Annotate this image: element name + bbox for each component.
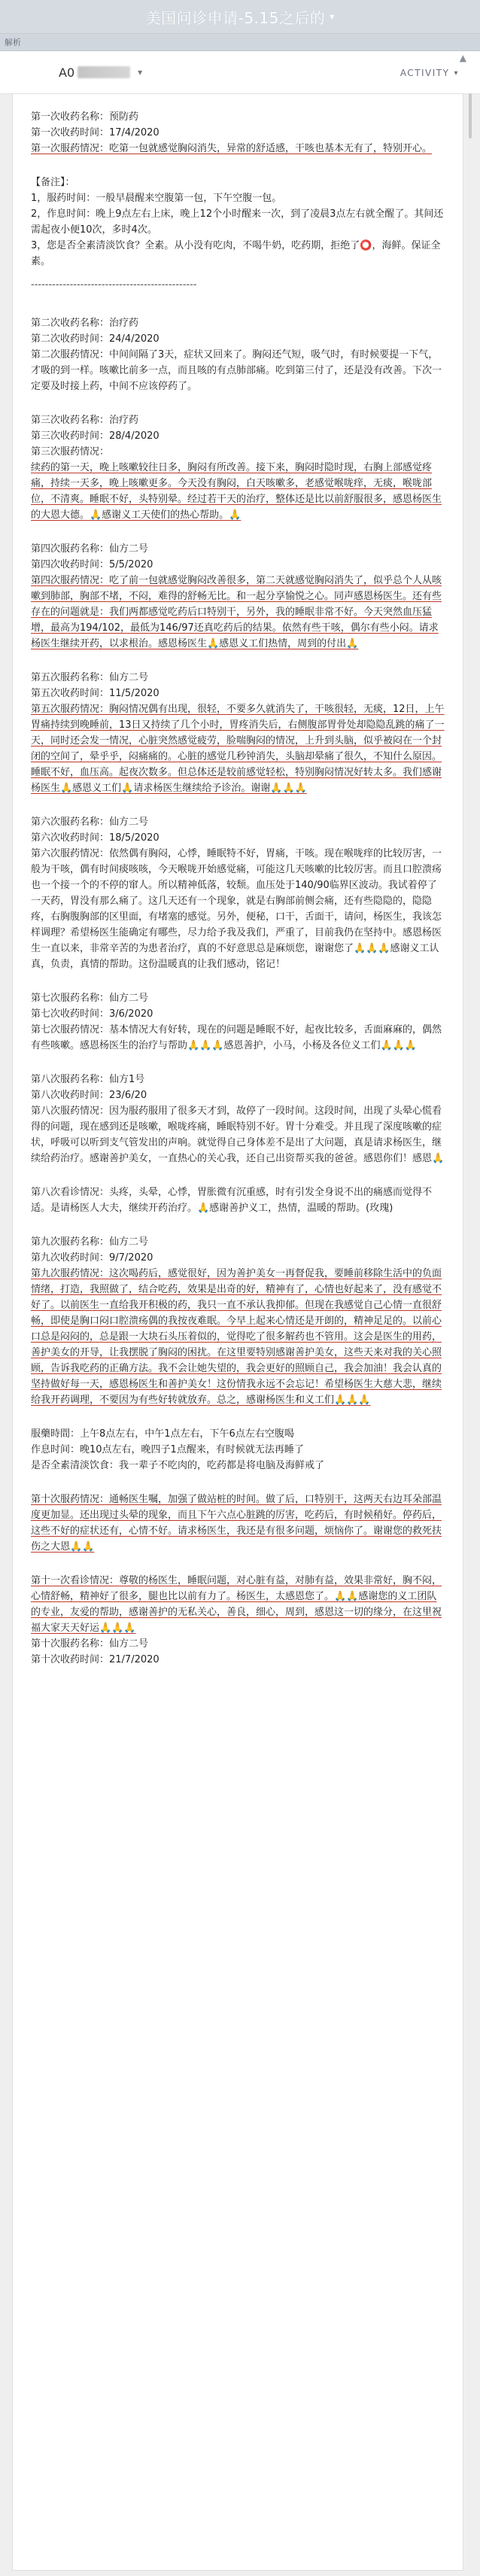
record-line: 第九次收药时间：9/7/2020 [31,1252,153,1264]
remarks-block [31,175,446,293]
record-line: 作息时间：晚10点左右，晚四子1点醒来，有时候就无法再睡了 [31,1444,304,1455]
scrollbar-thumb[interactable] [469,93,472,138]
remark-line: 3，您是否全素清淡饮食？全素。从小没有吃肉，不喝牛奶，吃药期，拒绝了⭕，海鲜。保证全素。 [31,240,441,267]
record-line: 第九次服药情况：这次喝药后，感觉很好，因为善护美女一再督促我，要睡前移除生活中的负面情绪，打造，我照做了，结合吃药，效果是出奇的好，精神有了，心情也好起来了，没有感觉不好了。以前医生一直给我开积极的药，我只一直不承认我抑郁。但现在我感觉自己心情一直很舒畅，即使是胸口闷口腔溃疡偶的我按夜难眠。今早上起来心情还是开朗的，精神足足的。以前心口总是闷闷的，总是跟一大块石头压着似的，觉得吃了很多解药也不管用。这会是医生的用药，善护美女的开导，让我摆脱了胸闷的困扰。在这里要特别感谢善护美女，这些天来对我的关心照顾，告诉我吃药的正确方法。我不会让她失望的，我会更好的照顾自己，我会加油！我会认真的坚持做好每一天，感恩杨医生和善护美女！这份情我永远不会忘记！希望杨医生大慈大悲，继续给我开药调理，不要因为有些好转就放弃。总之，感谢杨医生和义工们🙏🙏🙏 [31,1268,442,1406]
document-body [12,93,463,2571]
record-line: 第二次收药名称：治疗药 [31,318,139,329]
vertical-scrollbar[interactable] [466,93,474,2571]
divider-line: ----------------------------------------------- [31,279,197,290]
record-line: 第三次收药名称：治疗药 [31,415,139,426]
redacted-ticket-id [77,66,130,78]
record-line: 第五次收药时间：11/5/2020 [31,688,159,699]
record-line: 第十一次看诊情况：尊敬的杨医生，睡眠问题，对心脏有益，对肺有益，效果非常好，胸不闷，心情舒畅，精神好了很多，腿也比以前有力了。杨医生，太感恩您了。🙏🙏感谢您的义工团队的专业，友爱的帮助，感谢善护的无私关心，善良，细心，周到，感恩这一切的缘分，在这里祝福大家天天好运🙏🙏🙏 [31,1575,442,1634]
activity-label: ACTIVITY [399,68,450,78]
title-dropdown-icon[interactable]: ▾ [330,11,335,22]
record-line: 第五次服药名称：仙方二号 [31,672,149,683]
record-eighth-review [31,1185,446,1216]
record-fifth [31,670,446,796]
record-tenth [31,1492,446,1555]
record-line: 是否全素清淡饮食：我一辈子不吃肉的，吃药都是将电脑及海鲜戒了 [31,1460,325,1471]
tab-strip [0,34,480,51]
record-line: 第八次收药时间：23/6/20 [31,1090,147,1101]
record-line: 第四次服药名称：仙方二号 [31,543,149,555]
record-line: 第四次收药时间：5/5/2020 [31,559,153,570]
record-line: 第三次收药时间：28/4/2020 [31,430,159,442]
record-second [31,315,446,394]
window-title: 美国问诊申请-5.15之后的 [145,8,326,27]
remark-line: 1，服药时间：一般早晨醒来空腹第一包，下午空腹一包。 [31,193,282,204]
record-line: 第一次收药时间：17/4/2020 [31,127,159,138]
record-line: 第三次服药情况： [31,446,110,458]
record-line: 第八次服药名称：仙方1号 [31,1074,145,1085]
record-first [31,109,446,157]
record-line: 第二次收药时间：24/4/2020 [31,333,159,345]
record-line: 第十次服药情况：通畅医生嘱，加强了做站桩的时间。做了后，口特别干，这两天右边耳朵部温度更加显。还出现过头晕的现象，而且下午六点心脏跳的厉害，吃药后，有时候稍好。停药后，这些不好的症状还有，心情不好。请求杨医生，我还是有很多问题，烦恼你了。谢谢您的救死扶伤之大恩🙏🙏 [31,1494,442,1553]
chevron-down-icon: ▾ [138,67,143,78]
record-line: 第八次服药情况：因为服药服用了很多天才到，故停了一段时间。这段时间，出现了头晕心慌看得的问题，现在感到还是咳嗽，喉咙疼痛，睡眠特别不好。胃十分难受。并且现了深度咳嗽的症状，呼吸可以听到支气管发出的声响。就觉得自己身体差不是出了大问题，真是请求杨医生，继续给药治疗。感谢善护美女，一直热心的关心我，还自己出资帮买我的爸爸。感恩你们！感恩🙏 [31,1106,445,1164]
remarks-title: 【备注】： [31,177,75,188]
scroll-up-arrow-icon[interactable]: ▲ [459,53,466,63]
record-line: 第六次服药情况：依然偶有胸闷，心悸，睡眠特不好，胃痛，干咳。现在喉咙痒的比较厉害，一般为干咳，偶有时间痰咳咳，今天喉咙开始感觉痛，可能这几天咳嗽的比较厉害。而且口腔溃疡也一个接一个的不停的窜人。所以精神低落，较颓。血压处于140/90临界区波动。我试着停了一天药，胃没有那么痛了。这几天还有一个现象，就是右胸部前侧会痛，还有些隐隐的，隐隐疼，右胸腹胸部的区里面，有堵塞的感觉。另外，便秘，口干，舌面干，请问，杨医生，我该怎样调理？希望杨医生能确定有哪些，尽力给予我及我们，严重了，目前我仍在坚持中。感恩杨医生一直以来，非常辛苦的为患者治疗，真的不好意思总是麻烦您，谢谢您了🙏🙏🙏感谢义工认真，负责，真情的帮助。这份温暖真的让我们感动，铭记！ [31,848,442,970]
record-line: 第二次服药情况：中间间隔了3天，症状又回来了。胸闷还气短，吸气时，有时候要提一下气，才吸的到一样。咳嗽比前多一点，而且咳的有点肺部痛。吃到第三付了，还是没有改善。下次一定要及时接上药，中间不应该停药了。 [31,349,442,392]
record-fourth [31,541,446,652]
record-line: 第四次服药情况：吃了前一包就感觉胸闷改善很多，第二天就感觉胸闷消失了，似乎总个人从咳嗽到肺部，胸部不堵，不闷，难得的舒畅无比。和一起分享愉悦之心。同声感恩杨医生。还有些存在的问题就是：我们两都感觉吃药后口特别干，另外，我的睡眠非常不好。今天突然血压猛增，最高为194/102，最低为146/97还真吃药后的结果。依然有些干咳，偶尔有些小闷。请求杨医生继续开药，以求根治。感恩杨医生🙏感恩义工们热情，周到的付出🙏 [31,575,442,649]
record-line: 第一次服药情况：吃第一包就感觉胸闷消失，异常的舒适感，干咳也基本无有了，特别开心。 [31,143,433,154]
record-seventh [31,990,446,1054]
record-line: 第七次服药情况：基本情况大有好转，现在的问题是睡眠不好，起夜比较多，舌面麻麻的，偶然有些咳嗽。感恩杨医生的治疗与帮助🙏🙏🙏感恩善护，小马，小杨及各位义工们🙏🙏🙏 [31,1024,442,1051]
record-line: 续药的第一天，晚上咳嗽较往日多，胸闷有所改善。接下来，胸闷时隐时现，右胸上部感觉疼痛，持续一天多，晚上咳嗽更多。今天没有胸闷，白天咳嗽多，老感觉喉咙痒，无痰，喉咙部位，不清爽。睡眠不好，头特别晕。经过若干天的治疗，整体还是比以前舒服很多，感恩杨医生的大恩大德。🙏感谢义工天使们的热心帮助。🙏 [31,462,442,521]
chevron-down-icon: ▾ [454,68,459,78]
record-line: 第七次收药时间：3/6/2020 [31,1008,153,1020]
record-line: 第十次收药时间：21/7/2020 [31,1654,159,1665]
record-ninth [31,1234,446,1408]
record-eleventh [31,1573,446,1668]
tab-label[interactable]: 解析 [5,38,21,47]
record-line: 第十次服药名称：仙方二号 [31,1638,149,1650]
record-line: 第八次看诊情况：头疼，头晕，心悸，胃胀微有沉重感，时有引发全身说不出的痛感而觉得不适。是请杨医人大夫，继续开药治疗。🙏感谢善护义工，热情，温暖的帮助。(玫瑰) [31,1187,433,1214]
record-line: 第九次服药名称：仙方二号 [31,1236,149,1248]
record-line: 第六次收药时间：18/5/2020 [31,832,159,844]
ticket-prefix: A0 [59,65,75,80]
record-schedule [31,1426,446,1474]
record-third [31,412,446,523]
record-line: 服藥時間：上午8点左右，中午1点左右，下午6点左右空腹喝 [31,1428,294,1440]
record-line: 第七次服药名称：仙方二号 [31,993,149,1004]
window-titlebar [0,0,480,34]
record-sixth [31,814,446,972]
document-toolbar [0,51,480,94]
remark-line: 2，作息时间：晚上9点左右上床，晚上12个小时醒来一次，到了凌晨3点左右就全醒了。其间还需起夜小便10次，多时4次。 [31,208,444,236]
record-eighth [31,1072,446,1166]
record-line: 第六次服药名称：仙方二号 [31,817,149,828]
record-line: 第一次收药名称：预防药 [31,111,139,123]
record-line: 第五次服药情况：胸闷情况偶有出现，很轻，不要多久就消失了，干咳很轻，无痰，12日，上午胃痛持续到晚睡前，13日又持续了几个小时，胃疼消失后，右侧腹部胃骨处却隐隐乱跳的痛了一天，同时还会发一情况，心脏突然感觉疲劳，脸喘胸闷的情况，上升到头脑，似乎被闷在一个封闭的空间了，晕乎乎，闷痛痛的。心脏的感觉几秒钟消失，头脑却晕痛了很久，不知什么原因。睡眠不好，血压高。起夜次数多。但总体还是较前感觉轻松，特别胸闷情况好转太多。我们感谢杨医生🙏感恩义工们🙏请求杨医生继续给予诊治。谢谢🙏🙏🙏 [31,704,445,794]
activity-button[interactable] [400,68,459,78]
ticket-selector[interactable] [53,61,185,84]
